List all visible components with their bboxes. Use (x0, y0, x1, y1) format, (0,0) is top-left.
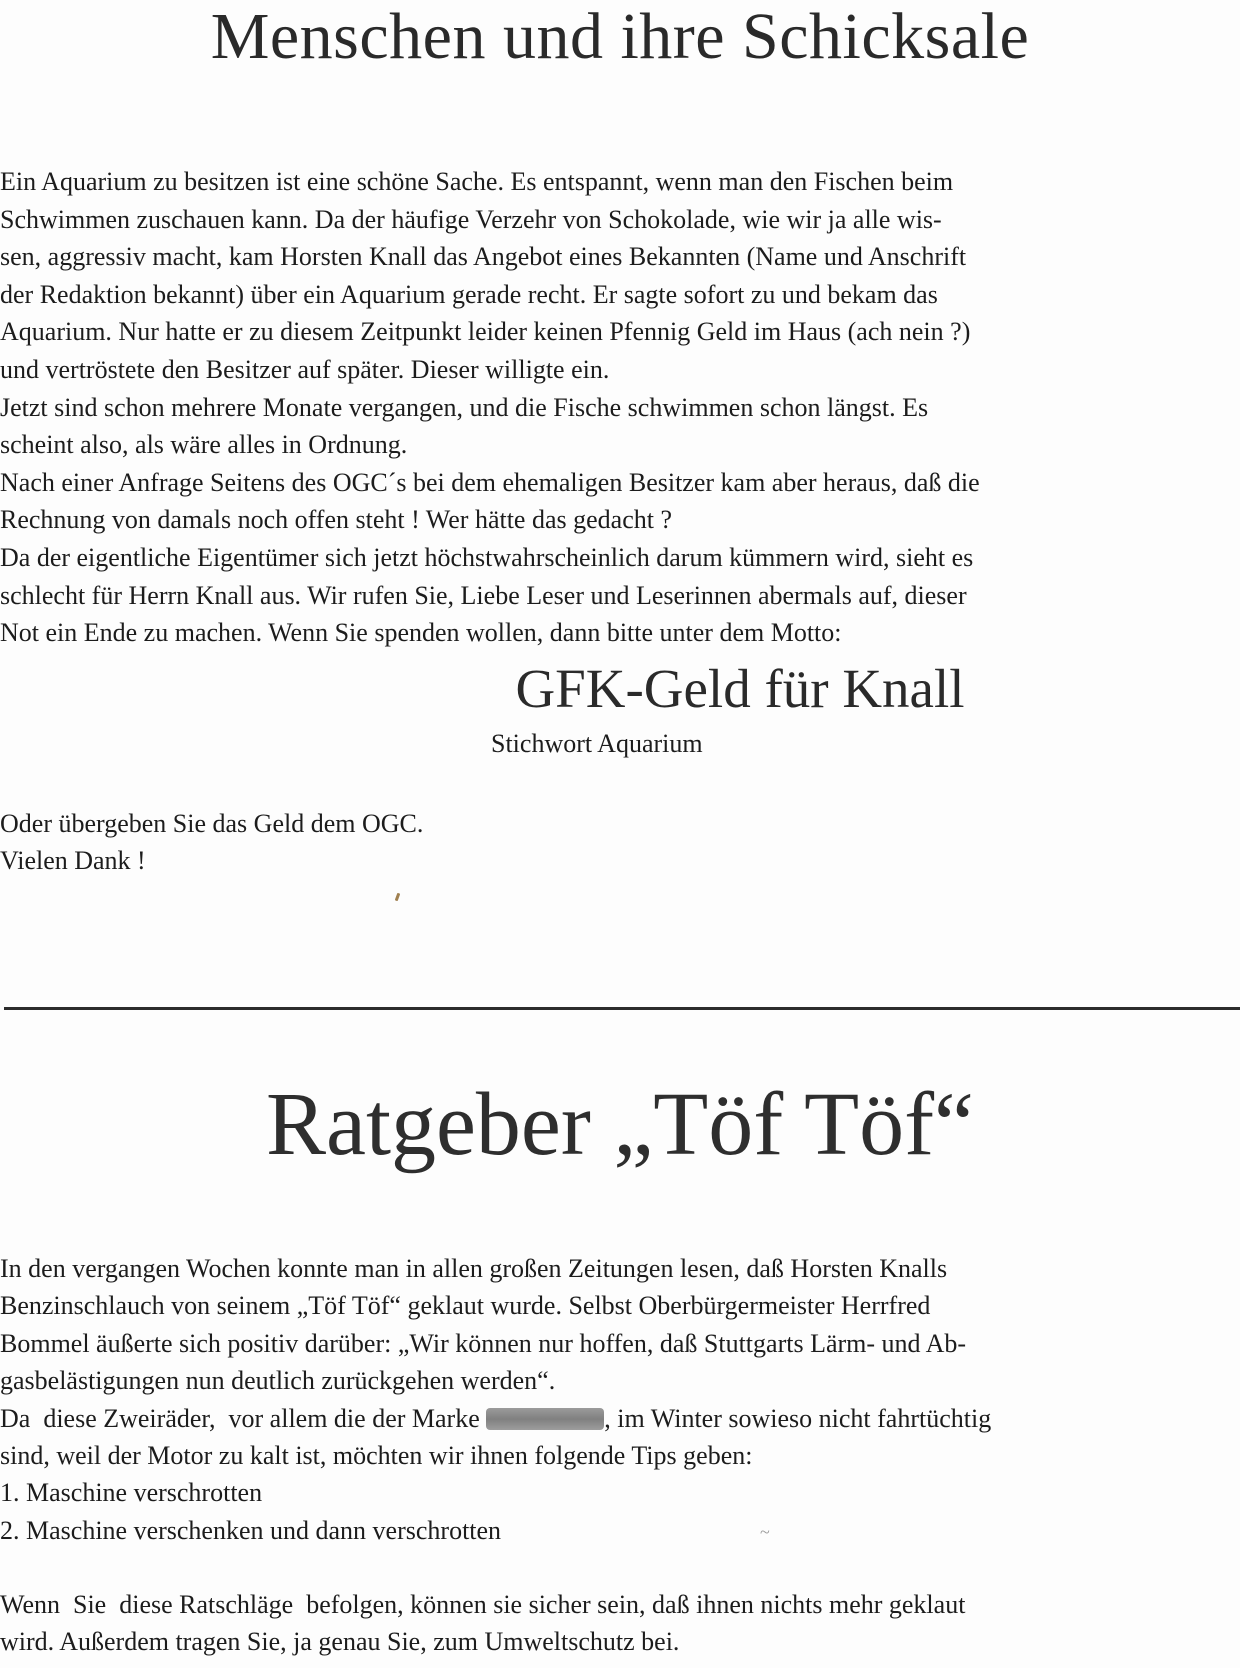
text-line: Schwimmen zuschauen kann. Da der häufige Verzehr von Schokolade, wie wir ja alle wis- (0, 204, 942, 234)
text-line: sen, aggressiv macht, kam Horsten Knall das Angebot eines Bekannten (Name und Anschrift (0, 242, 967, 272)
article1-title: Menschen und ihre Schicksale (210, 0, 1030, 73)
scan-mark: ~ (760, 1522, 770, 1542)
tip-item: 2. Maschine verschenken und dann verschrotten (0, 1515, 502, 1545)
redacted-brand-name (486, 1408, 604, 1430)
donation-motto: GFK-Geld für Knall (515, 658, 965, 719)
text-line: Rechnung von damals noch offen steht ! Wer hätte das gedacht ? (0, 505, 673, 535)
text-line: Vielen Dank ! (0, 846, 146, 875)
text-line: Nach einer Anfrage Seitens des OGC´s bei dem ehemaligen Besitzer kam aber heraus, daß die (0, 467, 980, 497)
text-line: schlecht für Herrn Knall aus. Wir rufen Sie, Liebe Leser und Leserinnen abermals auf, dieser (0, 580, 967, 610)
tip-item: 1. Maschine verschrotten (0, 1478, 263, 1508)
text-line: Benzinschlauch von seinem „Töf Töf“ geklaut wurde. Selbst Oberbürgermeister Herrfred (0, 1291, 931, 1321)
donation-keyword: Stichwort Aquarium (491, 729, 703, 758)
text-line: In den vergangen Wochen konnte man in allen großen Zeitungen lesen, daß Horsten Knalls (0, 1254, 948, 1283)
text-line: scheint also, als wäre alles in Ordnung. (0, 430, 408, 460)
text-line: Jetzt sind schon mehrere Monate vergangen, und die Fische schwimmen schon längst. Es (0, 392, 929, 422)
text-fragment: , im Winter sowieso nicht fahrtüchtig (604, 1403, 992, 1433)
text-line: Da der eigentliche Eigentümer sich jetzt höchstwahrscheinlich darum kümmern wird, sieht es (0, 542, 974, 572)
text-line: Bommel äußerte sich positiv darüber: „Wir können nur hoffen, daß Stuttgarts Lärm- und Ab- (0, 1328, 967, 1358)
text-line: Ein Aquarium zu besitzen ist eine schöne Sache. Es entspannt, wenn man den Fischen beim (0, 167, 954, 196)
text-line: Not ein Ende zu machen. Wenn Sie spenden wollen, dann bitte unter dem Motto: (0, 618, 842, 648)
text-line: Wenn Sie diese Ratschläge befolgen, können sie sicher sein, daß ihnen nichts mehr geklaut (0, 1590, 966, 1619)
text-line: und vertröstete den Besitzer auf später. Dieser willigte ein. (0, 354, 610, 384)
section-divider (4, 1007, 1240, 1010)
text-line (0, 1400, 1236, 1437)
text-fragment: Da diese Zweiräder, vor allem die der Marke (0, 1403, 487, 1433)
text-line: sind, weil der Motor zu kalt ist, möchten wir ihnen folgende Tips geben: (0, 1441, 753, 1471)
article2-title: Ratgeber „Töf Töf“ (265, 1075, 974, 1174)
text-line: Oder übergeben Sie das Geld dem OGC. (0, 809, 424, 838)
article1-closing (0, 805, 1236, 879)
article1-body (0, 163, 1236, 652)
text-line: wird. Außerdem tragen Sie, ja genau Sie, zum Umweltschutz bei. (0, 1627, 680, 1657)
article2-body (0, 1250, 1236, 1549)
text-line: gasbelästigungen nun deutlich zurückgehen werden“. (0, 1366, 556, 1396)
text-line: Aquarium. Nur hatte er zu diesem Zeitpunkt leider keinen Pfennig Geld im Haus (ach nein ?) (0, 317, 971, 347)
article2-closing (0, 1586, 1236, 1661)
scan-speck (395, 893, 401, 902)
text-line: der Redaktion bekannt) über ein Aquarium gerade recht. Er sagte sofort zu und bekam das (0, 279, 938, 309)
